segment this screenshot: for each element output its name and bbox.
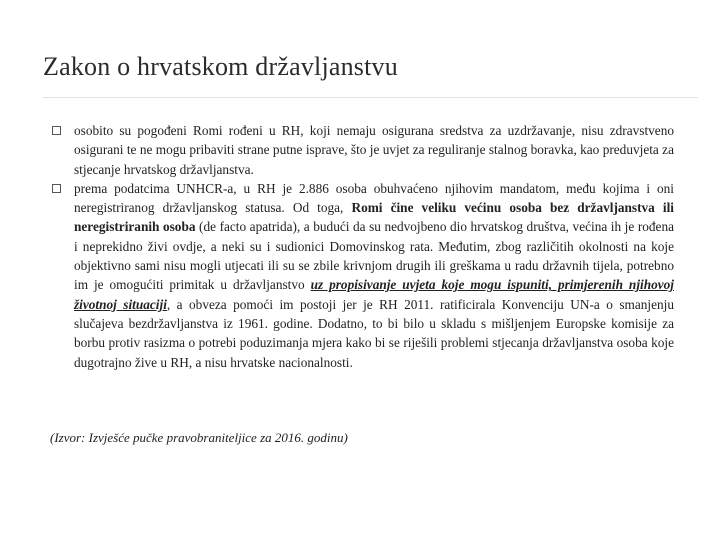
bullet-box-icon bbox=[52, 126, 61, 135]
slide-title: Zakon o hrvatskom državljanstvu bbox=[43, 52, 398, 81]
source-citation: (Izvor: Izvješće pučke pravobraniteljice za 2016. godinu) bbox=[50, 430, 348, 445]
bullet-text-segment: prema podatcima UNHCR-a, u RH je 2.886 osoba obuhvaćeno njihovim mandatom, među kojima i oni neregistriranog državljanskog statusa. Od toga, bbox=[74, 180, 674, 216]
bullet-list bbox=[52, 121, 674, 372]
bullet-text-segment: , a obveza pomoći im postoji jer je RH 2011. ratificirala Konvenciju UN-a o smanjenju slučajeva bezdržavljanstva iz 1961. godine. Dodatno, to bi bilo u skladu s mišljenjem Europske komisije za borbu protiv rasizma o potrebi poduzimanja mjera kako bi se riješili problemi stjecanja državljanstva osoba koje dugotrajno žive u RH, a nisu hrvatske nacionalnosti. bbox=[74, 296, 674, 370]
bullet-item bbox=[52, 179, 674, 372]
title-divider bbox=[43, 97, 698, 98]
bullet-text-segment: (de facto apatrida), a budući da su nedvojbeno dio hrvatskog društva, većina ih je rođena i neprekidno živi ovdje, a neki su i sudionici Domovinskog rata. Međutim, zbog različitih okolnosti na koje objektivno sami nisu mogli utjecati ili su se zbile krivnjom drugih ili greškama u radu državnih tijela, potrebno im je omogućiti primitak u državljanstvo bbox=[74, 219, 674, 293]
bold-emphasis: Romi čine veliku većinu osoba bez državljanstva ili neregistriranih osoba bbox=[74, 200, 674, 235]
bold-italic-underlined-emphasis: uz propisivanje uvjeta koje mogu ispuniti, primjerenih njihovoj životnoj situaciji bbox=[74, 277, 674, 312]
bullet-text bbox=[74, 179, 674, 372]
bullet-text: osobito su pogođeni Romi rođeni u RH, koji nemaju osigurana sredstva za uzdržavanje, nisu zdravstveno osigurani te ne mogu pribaviti strane putne isprave, što je uvjet za reguliranje stalnog boravka, kao preduvjeta za stjecanje hrvatskog državljanstva. bbox=[74, 123, 674, 177]
bullet-item bbox=[52, 121, 674, 179]
bullet-box-icon bbox=[52, 184, 61, 193]
